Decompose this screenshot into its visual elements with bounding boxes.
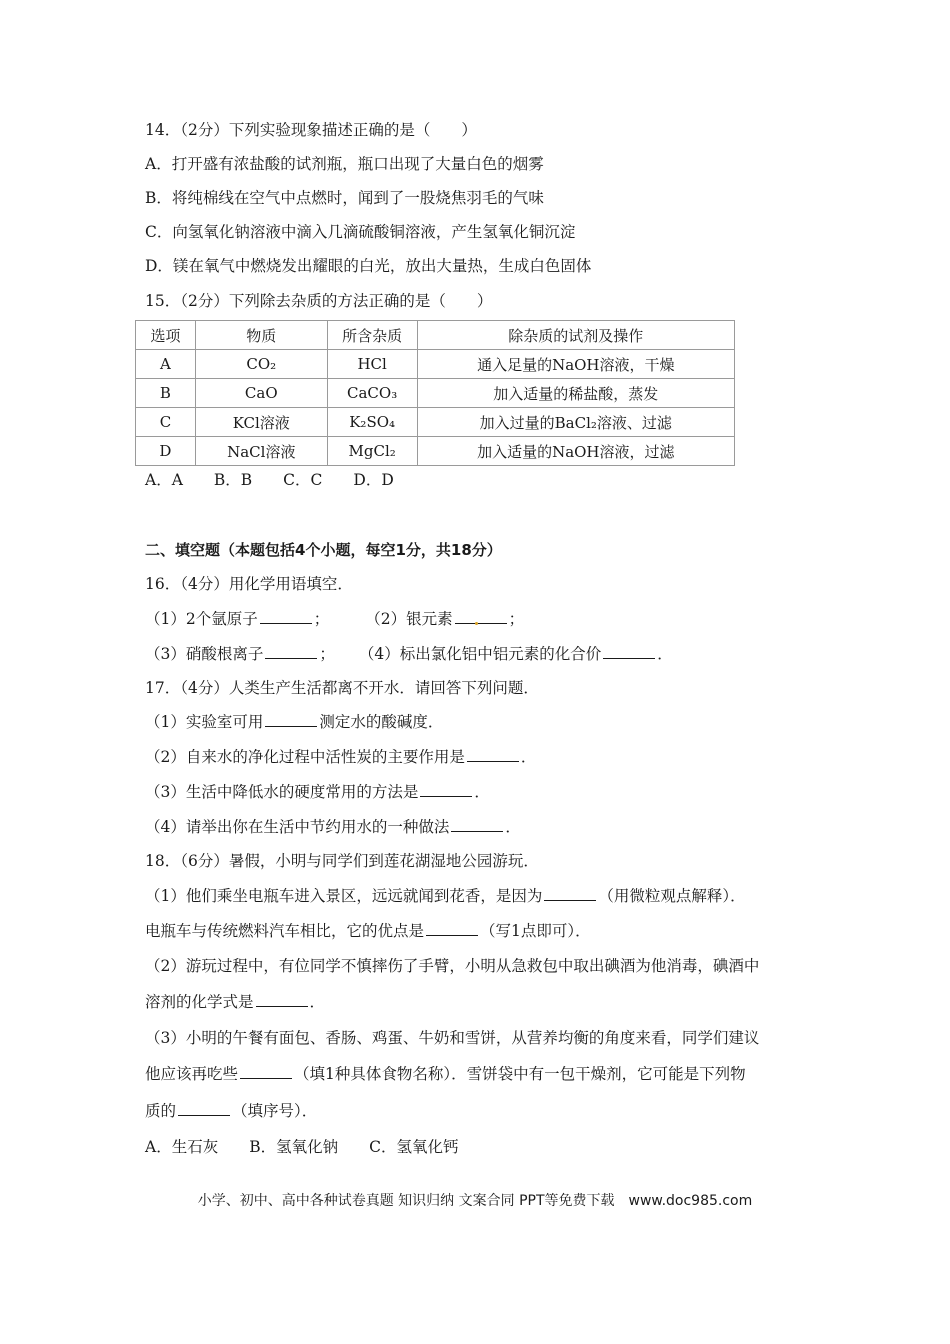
q18-p1c-text: 电瓶车与传统燃料汽车相比，它的优点是 — [145, 922, 425, 940]
q17-stem: 17．（4分）人类生产生活都离不开水．请回答下列问题． — [145, 679, 539, 697]
answer-blank[interactable] — [260, 609, 312, 624]
q18-p1-end: （用微粒观点解释）． — [598, 887, 746, 905]
table-row — [136, 408, 735, 437]
q16-p4-text: （4）标出氯化铝中铝元素的化合价 — [358, 645, 602, 663]
q16-p3-end: ； — [319, 645, 335, 663]
q14-stem: 14．（2分）下列实验现象描述正确的是（ ） — [145, 121, 477, 139]
q18-p1-text: （1）他们乘坐电瓶车进入景区，远远就闻到花香，是因为 — [145, 887, 543, 905]
answer-blank[interactable] — [544, 886, 596, 901]
answer-blank[interactable] — [603, 644, 655, 659]
table-cell: MgCl₂ — [327, 437, 417, 466]
q18-row6 — [145, 1064, 746, 1084]
q17-p1-end: 测定水的酸碱度． — [319, 713, 444, 731]
table-cell: K₂SO₄ — [327, 408, 417, 437]
q17-row2 — [145, 747, 536, 767]
q16-row2 — [145, 644, 673, 664]
q16-p2-end: ； — [508, 610, 525, 628]
q14-option-b: B．将纯棉线在空气中点燃时，闻到了一股烧焦羽毛的气味 — [145, 189, 544, 207]
q18-stem: 18．（6分）暑假，小明与同学们到莲花湖湿地公园游玩． — [145, 852, 539, 870]
answer-blank[interactable] — [451, 817, 503, 832]
page-footer: 小学、初中、高中各种试卷真题 知识归纳 文案合同 PPT等免费下载 www.doc985.com — [197, 1193, 753, 1209]
table-header-cell: 选项 — [136, 321, 196, 350]
q16-p3-text: （3）硝酸根离子 — [145, 645, 264, 663]
q17-p1-text: （1）实验室可用 — [145, 713, 264, 731]
q18-p1d-text: （写1点即可）． — [480, 922, 591, 940]
table-cell: CaO — [195, 379, 327, 408]
q18-p3d-text: 质的 — [145, 1102, 177, 1120]
q17-p3-text: （3）生活中降低水的硬度常用的方法是 — [145, 783, 419, 801]
table-cell: HCl — [327, 350, 417, 379]
q16-stem: 16．（4分）用化学用语填空． — [145, 575, 353, 593]
answer-blank[interactable] — [240, 1064, 292, 1079]
q17-p2-text: （2）自来水的净化过程中活性炭的主要作用是 — [145, 748, 465, 766]
q14-option-a: A．打开盛有浓盐酸的试剂瓶，瓶口出现了大量白色的烟雾 — [145, 155, 544, 173]
answer-blank[interactable] — [426, 921, 478, 936]
table-cell: 通入足量的NaOH溶液，干燥 — [417, 350, 734, 379]
table-cell: B — [136, 379, 196, 408]
table-cell: D — [136, 437, 196, 466]
q16-row1 — [145, 609, 524, 629]
q15-table — [135, 320, 735, 466]
answer-blank[interactable] — [420, 782, 472, 797]
q18-p3b-text: 他应该再吃些 — [145, 1065, 239, 1083]
answer-blank[interactable] — [178, 1101, 230, 1116]
q14-option-c: C．向氢氧化钠溶液中滴入几滴硫酸铜溶液，产生氢氧化铜沉淀 — [145, 223, 576, 241]
q14-option-d: D．镁在氧气中燃烧发出耀眼的白光，放出大量热，生成白色固体 — [145, 257, 592, 275]
q17-p4-end: ． — [505, 818, 521, 836]
q18-p3c-text: （填1种具体食物名称）．雪饼袋中有一包干燥剂，它可能是下列物 — [294, 1065, 746, 1083]
table-cell: 加入过量的BaCl₂溶液、过滤 — [417, 408, 734, 437]
table-cell: 加入适量的稀盐酸，蒸发 — [417, 379, 734, 408]
table-header-row — [136, 321, 735, 350]
table-header-cell: 物质 — [195, 321, 327, 350]
answer-blank[interactable] — [455, 609, 507, 624]
q18-row2 — [145, 921, 591, 941]
q18-choices: A．生石灰 B．氢氧化钠 C．氢氧化钙 — [145, 1138, 459, 1156]
table-cell: C — [136, 408, 196, 437]
q17-row3 — [145, 782, 490, 802]
q18-row3: （2）游玩过程中，有位同学不慎摔伤了手臂，小明从急救包中取出碘酒为他消毒，碘酒中 — [145, 957, 760, 975]
q17-p3-end: ． — [474, 783, 490, 801]
table-header-cell: 除杂质的试剂及操作 — [417, 321, 734, 350]
q17-row4 — [145, 817, 521, 837]
q16-p4-end: ． — [657, 645, 673, 663]
q18-p2c-text: ． — [309, 993, 326, 1011]
table-row — [136, 437, 735, 466]
answer-blank[interactable] — [265, 644, 317, 659]
table-header-cell: 所含杂质 — [327, 321, 417, 350]
table-row — [136, 379, 735, 408]
table-cell: CO₂ — [195, 350, 327, 379]
q17-p2-end: ． — [520, 748, 537, 766]
table-cell: A — [136, 350, 196, 379]
q17-row1 — [145, 712, 443, 732]
section-title: 二、填空题（本题包括4个小题，每空1分，共18分） — [145, 541, 502, 559]
table-cell: 加入适量的NaOH溶液，过滤 — [417, 437, 734, 466]
q18-row4 — [145, 992, 325, 1012]
q15-choices: A．A B．B C．C D．D — [145, 471, 394, 489]
q18-p2b-text: 溶剂的化学式是 — [145, 993, 254, 1011]
q16-p1-end: ； — [313, 610, 330, 628]
q16-p1-text: （1）2个氩原子 — [145, 610, 258, 628]
table-cell: NaCl溶液 — [195, 437, 327, 466]
table-row — [136, 350, 735, 379]
table-cell: KCl溶液 — [195, 408, 327, 437]
answer-blank[interactable] — [265, 712, 317, 727]
answer-blank[interactable] — [256, 992, 308, 1007]
q18-row5: （3）小明的午餐有面包、香肠、鸡蛋、牛奶和雪饼，从营养均衡的角度来看，同学们建议 — [145, 1029, 760, 1047]
q18-row7 — [145, 1101, 317, 1121]
q18-row1 — [145, 886, 746, 906]
q16-p2-text: （2）银元素 — [365, 610, 453, 628]
q17-p4-text: （4）请举出你在生活中节约用水的一种做法 — [145, 818, 450, 836]
answer-blank[interactable] — [467, 747, 519, 762]
table-cell: CaCO₃ — [327, 379, 417, 408]
q18-p3e-text: （填序号）． — [232, 1102, 318, 1120]
q15-stem: 15．（2分）下列除去杂质的方法正确的是（ ） — [145, 292, 493, 310]
